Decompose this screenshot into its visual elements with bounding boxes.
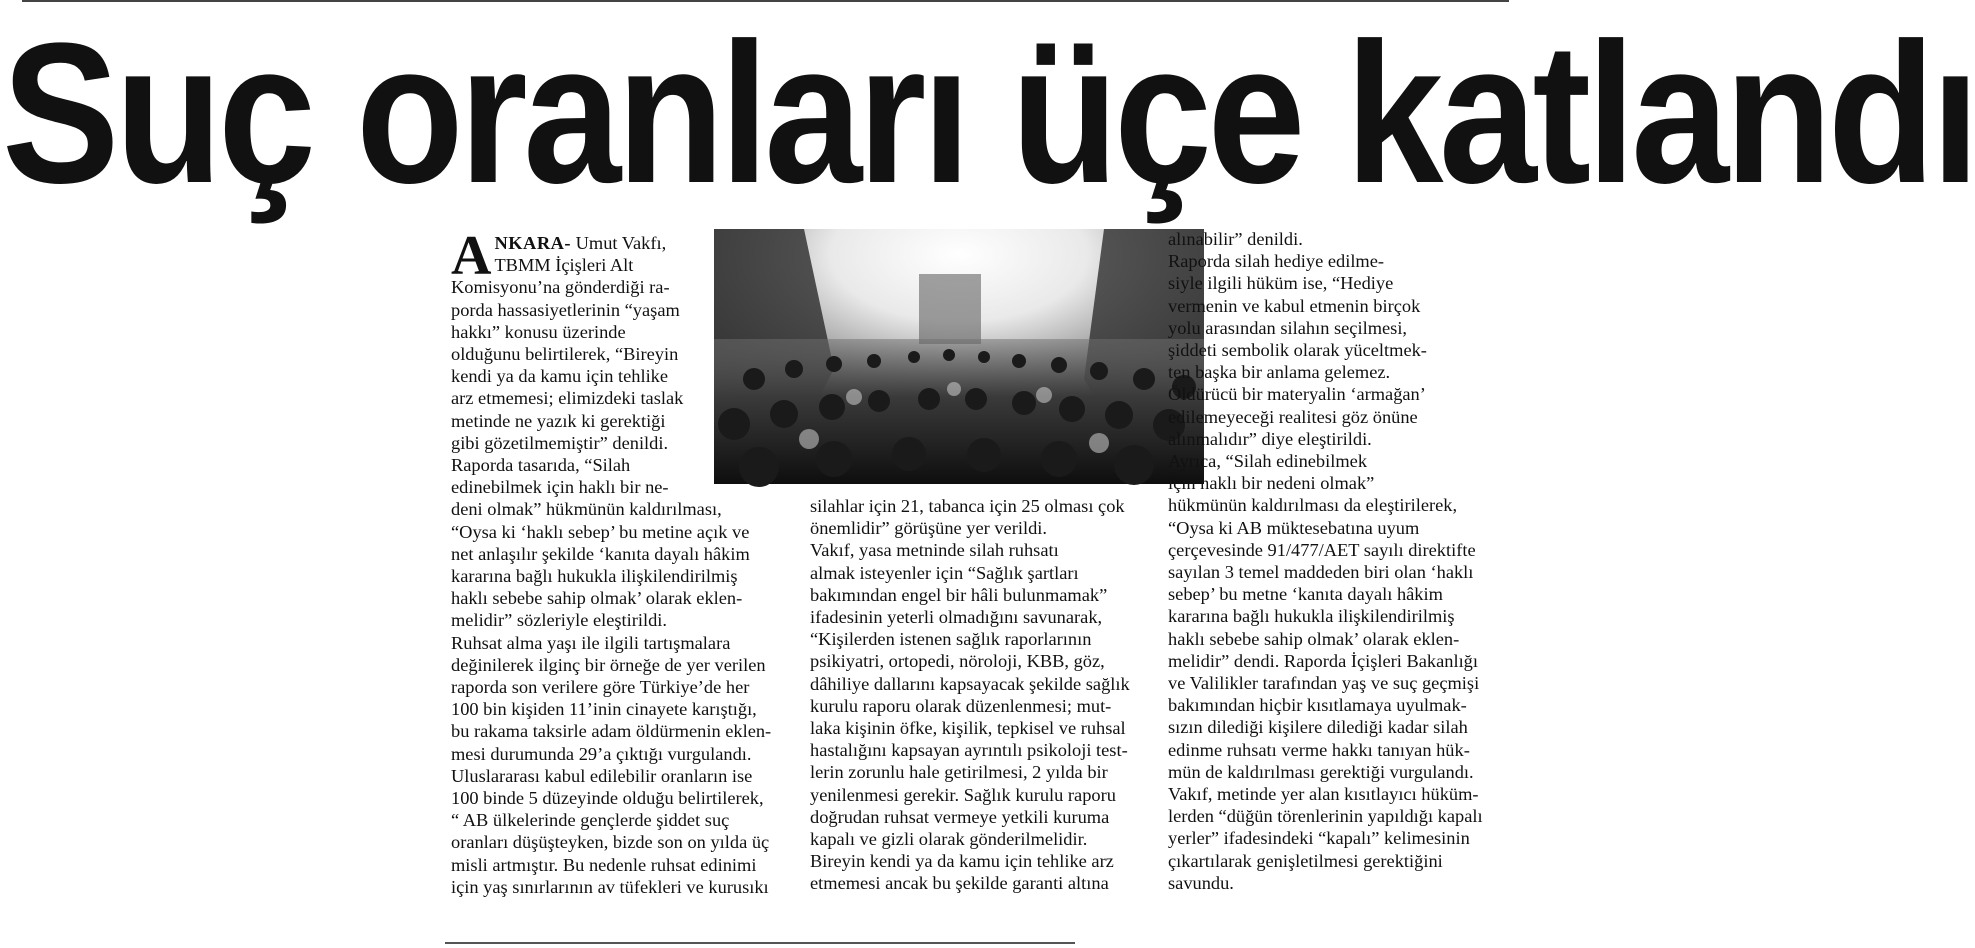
crowd-photo-image [714,229,1204,484]
dateline: NKARA- [494,233,572,253]
article-intro: Umut Vakfı, TBMM İçişleri Alt Komisyonu’na gönderdiği ra- porda hassasiyetlerinin “yaşam hakkı” konusu üzerinde olduğunu belirtilerek, “Bireyin kendi ya da kamu için tehlike arz etmemesi; elimizdeki taslak metinde ne yazık ki gerektiği gibi gözetilmemiştir” denildi. Raporda tasarıda, “Silah edinebilmek için haklı bir ne- deni olmak” hükmünün kaldırılması, “Oysa ki ‘haklı sebep’ bu metine açık ve net anlaşılır şekilde ‘kanıta dayalı hâkim kararına bağlı hukukla ilişkilendirilmiş haklı sebebe sahip olmak’ olarak eklen- melidir” sözleriyle eleştirildi. [451,233,750,631]
article-column-3: alınabilir” denildi. Raporda silah hediye edilme- siyle ilgili hüküm ise, “Hediye vermenin ve kabul etmenin birçok yolu arasından silahın seçilmesi, şiddeti sembolik olarak yüceltmek- ten başka bir anlama gelemez. Öldürücü bir materyalin ‘armağan’ edilemeyeceği realitesi göz önüne alınmalıdır” diye eleştirildi. Ayrıca, “Silah edinebilmek için haklı bir nedeni olmak” hükmünün kaldırılması da eleştirilerek, “Oysa ki AB müktesebatına uyum çerçevesinde 91/477/AET sayılı direktifte sayılan 3 temel maddeden biri olan ‘haklı sebep’ bu metne ‘kanıta dayalı hâkim kararına bağlı hukukla ilişkilendirilmiş haklı sebebe sahip olmak’ olarak eklen- melidir” dendi. Raporda İçişleri Bakanlığı ve Valilikler tarafından yaş ve suç geçmişi bakımından hiçbir kısıtlamaya uyulmak- sızın dilediği kişilere dilediği kadar silah edinme ruhsatı verme hakkı tanıyan hük- mün de kaldırılması gerektiği vurgulandı. Vakıf, metinde yer alan kısıtlayıcı hüküm- lerden “düğün törenlerinin yapıldığı kapalı yerler” ifadesindeki “kapalı” kelimesinin çıkartılarak genişletilmesi gerektiğini savundu. [1168,229,1483,893]
drop-cap: A [451,225,492,287]
bottom-rule [445,942,1075,944]
article-column-2: silahlar için 21, tabanca için 25 olması çok önemlidir” görüşüne yer verildi. Vakıf, yasa metninde silah ruhsatı almak isteyenler için “Sağlık şartları bakımından engel bir hâli bulunmamak” ifadesinin yeterli olmadığını savunarak, “Kişilerden istenen sağlık raporlarının psikiyatri, ortopedi, nöroloji, KBB, göz, dâhiliye dallarını kapsayacak şekilde sağlık kurulu raporu olarak düzenlenmesi; mut- laka kişinin öfke, kişilik, tepkisel ve ruhsal hastalığını kapsayan ayrıntılı psikoloji test- lerin zorunlu hale getirilmesi, 2 yılda bir yenilenmesi gerekir. Sağlık kurulu raporu doğrudan ruhsat vermeye yetkili kuruma kapalı ve gizli olarak gönderilmelidir. Bireyin kendi ya da kamu için tehlike arz etmemesi ancak bu şekilde garanti altına [810,496,1130,894]
headline: Suç oranları üçe katlandı [2,2,1975,225]
crowd-photo [714,229,1204,484]
article-paragraph-age: Ruhsat alma yaşı ile ilgili tartışmalara değinilerek ilginç bir örneğe de yer verilen raporda son verilere göre Türkiye’de her 100 bin kişiden 11’inin cinayete karıştığı, bu rakama taksirle adam öldürmenin eklen- mesi durumunda 29’a çıktığı vurgulandı. Uluslararası kabul edilebilir oranların ise 100 binde 5 düzeyinde olduğu belirtilerek, “ AB ülkelerinde gençlerde şiddet suç oranları düşüşteyken, bizde son on yılda üç misli artmıştır. Bu nedenle ruhsat edinimi için yaş sınırlarının av tüfekleri ve kurusıkı [451,632,772,897]
